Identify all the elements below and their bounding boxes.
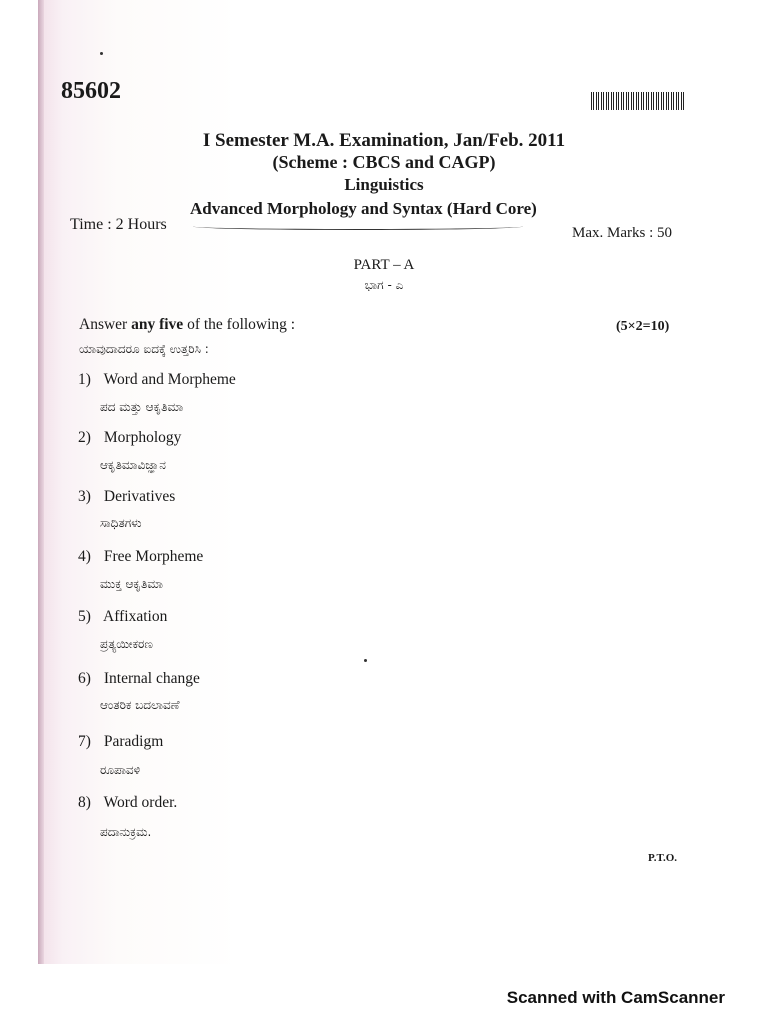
question-8-kannada: ಪದಾನುಕ್ರಮ. — [100, 825, 152, 839]
question-5-kannada: ಪ್ರತ್ಯಯೀಕರಣ — [100, 637, 153, 651]
pto-note: P.T.O. — [648, 852, 678, 864]
question-3 — [78, 488, 175, 506]
exam-paper — [38, 0, 730, 964]
camscanner-footer: Scanned with CamScanner — [506, 988, 725, 1007]
instruction-kannada: ಯಾವುದಾದರೂ ಐದಕ್ಕೆ ಉತ್ತರಿಸಿ : — [79, 342, 209, 356]
question-number: 1) — [78, 371, 91, 388]
question-number: 7) — [78, 733, 91, 750]
question-2 — [78, 429, 181, 447]
question-text: Word order. — [103, 794, 178, 811]
question-text: Derivatives — [103, 488, 176, 505]
question-number: 4) — [78, 548, 91, 565]
question-6-kannada: ಆಂತರಿಕ ಬದಲಾವಣೆ — [100, 698, 180, 712]
question-number: 6) — [78, 670, 91, 687]
question-3-kannada: ಸಾಧಿತಗಳು — [100, 516, 142, 530]
question-number: 8) — [78, 794, 91, 811]
instruction-prefix: Answer — [79, 316, 132, 333]
max-marks: Max. Marks : 50 — [572, 225, 672, 241]
question-number: 5) — [78, 608, 91, 625]
instruction-bold: any five — [131, 316, 184, 333]
question-2-kannada: ಆಕೃತಿಮಾವಿಜ್ಞಾನ — [100, 458, 166, 472]
exam-title: I Semester M.A. Examination, Jan/Feb. 2011 — [202, 130, 566, 151]
subject: Linguistics — [344, 175, 424, 194]
part-title-kannada: ಭಾಗ - ಎ — [364, 278, 404, 292]
paper-code: 85602 — [61, 78, 121, 104]
paper-title: Advanced Morphology and Syntax (Hard Core) — [190, 199, 537, 218]
question-8 — [78, 794, 177, 812]
instruction — [79, 316, 295, 334]
title-underline — [193, 223, 523, 230]
scheme: (Scheme : CBCS and CAGP) — [272, 152, 496, 172]
instruction-suffix: of the following : — [183, 316, 296, 333]
marks-scheme: (5×2=10) — [616, 319, 670, 334]
question-4 — [78, 548, 203, 566]
question-text: Free Morpheme — [103, 548, 204, 565]
question-number: 3) — [78, 488, 91, 505]
question-7-kannada: ರೂಪಾವಳಿ — [100, 763, 141, 777]
ink-speck — [100, 52, 103, 55]
ink-speck — [364, 659, 367, 662]
question-text: Affixation — [103, 608, 168, 625]
question-text: Paradigm — [103, 733, 164, 750]
barcode — [591, 92, 686, 110]
question-4-kannada: ಮುಕ್ತ ಆಕೃತಿಮಾ — [100, 577, 163, 591]
question-number: 2) — [78, 429, 91, 446]
question-text: Morphology — [103, 429, 182, 446]
question-1-kannada: ಪದ ಮತ್ತು ಆಕೃತಿಮಾ — [100, 400, 184, 414]
question-text: Word and Morpheme — [103, 371, 236, 388]
part-title: PART – A — [353, 257, 415, 273]
question-text: Internal change — [103, 670, 200, 687]
question-7 — [78, 733, 163, 751]
question-6 — [78, 670, 200, 688]
question-1 — [78, 371, 236, 389]
question-5 — [78, 608, 167, 626]
time-allowed: Time : 2 Hours — [70, 216, 167, 233]
